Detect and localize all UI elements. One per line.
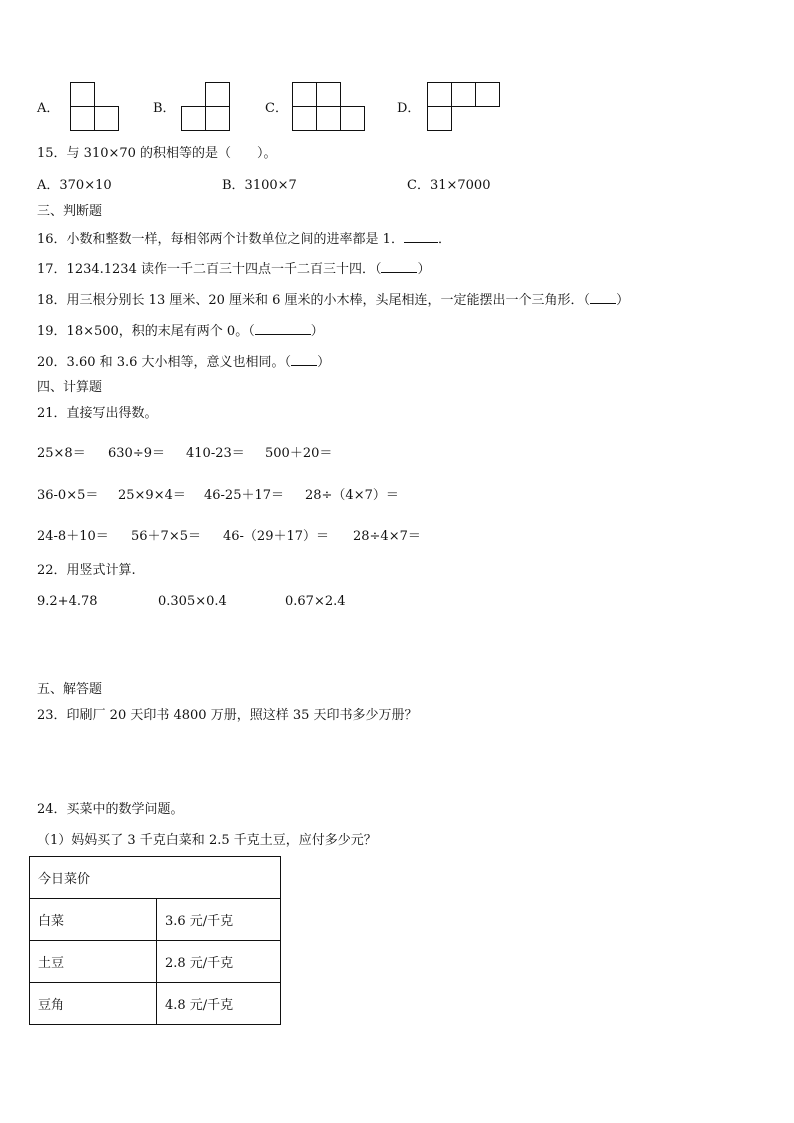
question-17 (37, 260, 431, 279)
calc-item: 36-0×5＝ (37, 488, 99, 503)
option-a-label: A． (37, 101, 60, 116)
q15-option-c: C．31×7000 (407, 178, 491, 193)
calc-item: 56＋7×5＝ (131, 529, 201, 544)
question-21-stem: 21．直接写出得数。 (37, 406, 158, 421)
question-23: 23．印刷厂 20 天印书 4800 万册，照这样 35 天印书多少万册？ (37, 708, 418, 723)
vertical-calc-item: 0.305×0.4 (158, 594, 227, 609)
section-4-heading: 四、计算题 (37, 380, 103, 395)
vegetable-price: 3.6 元/千克 (157, 899, 281, 941)
question-20 (37, 353, 330, 372)
calc-item: 25×9×4＝ (118, 488, 186, 503)
calc-item: 500＋20＝ (265, 446, 333, 461)
answer-blank[interactable] (590, 291, 616, 304)
question-15-stem: 15．与 310×70 的积相等的是（ ）。 (37, 146, 277, 161)
vertical-calc-item: 0.67×2.4 (285, 594, 346, 609)
answer-blank[interactable] (404, 230, 438, 243)
vertical-calc-item: 9.2+4.78 (37, 594, 98, 609)
question-19-text: 19．18×500，积的末尾有两个 0。（ (37, 324, 255, 339)
figure-b (181, 82, 231, 132)
calc-item: 46-25＋17＝ (204, 488, 285, 503)
option-d-label: D． (397, 101, 421, 116)
question-16-text: 16．小数和整数一样，每相邻两个计数单位之间的进率都是 1． (37, 232, 404, 247)
question-24-stem: 24．买菜中的数学问题。 (37, 802, 184, 817)
table-row (30, 941, 281, 983)
table-header: 今日菜价 (30, 857, 281, 899)
table-row (30, 899, 281, 941)
vegetable-name: 土豆 (30, 941, 157, 983)
calc-item: 630÷9＝ (108, 446, 165, 461)
calc-item: 28÷（4×7）＝ (305, 488, 399, 503)
option-c-label: C． (265, 101, 288, 116)
figure-c (292, 82, 366, 132)
figure-d (427, 82, 501, 132)
answer-blank[interactable] (291, 353, 317, 366)
price-table (29, 856, 281, 1025)
q15-option-b: B．3100×7 (222, 178, 297, 193)
vegetable-price: 4.8 元/千克 (157, 983, 281, 1025)
question-22-stem: 22．用竖式计算. (37, 563, 136, 578)
question-16-tail: ． (437, 232, 451, 247)
question-16 (37, 230, 451, 249)
question-19 (37, 322, 324, 341)
section-3-heading: 三、判断题 (37, 204, 103, 219)
question-17-text: 17．1234.1234 读作一千二百三十四点一千二百三十四．（ (37, 262, 382, 277)
question-18-tail: ） (616, 293, 630, 308)
vegetable-name: 豆角 (30, 983, 157, 1025)
question-18-text: 18．用三根分别长 13 厘米、20 厘米和 6 厘米的小木棒，头尾相连，一定能摆出一个三角形．（ (37, 293, 591, 308)
table-row (30, 857, 281, 899)
question-20-text: 20．3.60 和 3.6 大小相等，意义也相同。（ (37, 355, 292, 370)
question-17-tail: ） (417, 262, 431, 277)
calc-item: 24-8＋10＝ (37, 529, 109, 544)
answer-blank[interactable] (255, 322, 311, 335)
calc-item: 410-23＝ (186, 446, 245, 461)
calc-item: 46-（29＋17）＝ (223, 529, 330, 544)
question-20-tail: ） (317, 355, 331, 370)
question-24-sub1: （1）妈妈买了 3 千克白菜和 2.5 千克土豆，应付多少元？ (37, 833, 377, 848)
vegetable-price: 2.8 元/千克 (157, 941, 281, 983)
vegetable-name: 白菜 (30, 899, 157, 941)
calc-item: 28÷4×7＝ (353, 529, 421, 544)
answer-blank[interactable] (381, 260, 417, 273)
section-5-heading: 五、解答题 (37, 682, 103, 697)
figure-a (70, 82, 120, 132)
question-19-tail: ） (310, 324, 324, 339)
question-18 (37, 291, 629, 310)
calc-item: 25×8＝ (37, 446, 86, 461)
option-b-label: B． (153, 101, 176, 116)
table-row (30, 983, 281, 1025)
q15-option-a: A．370×10 (37, 178, 112, 193)
